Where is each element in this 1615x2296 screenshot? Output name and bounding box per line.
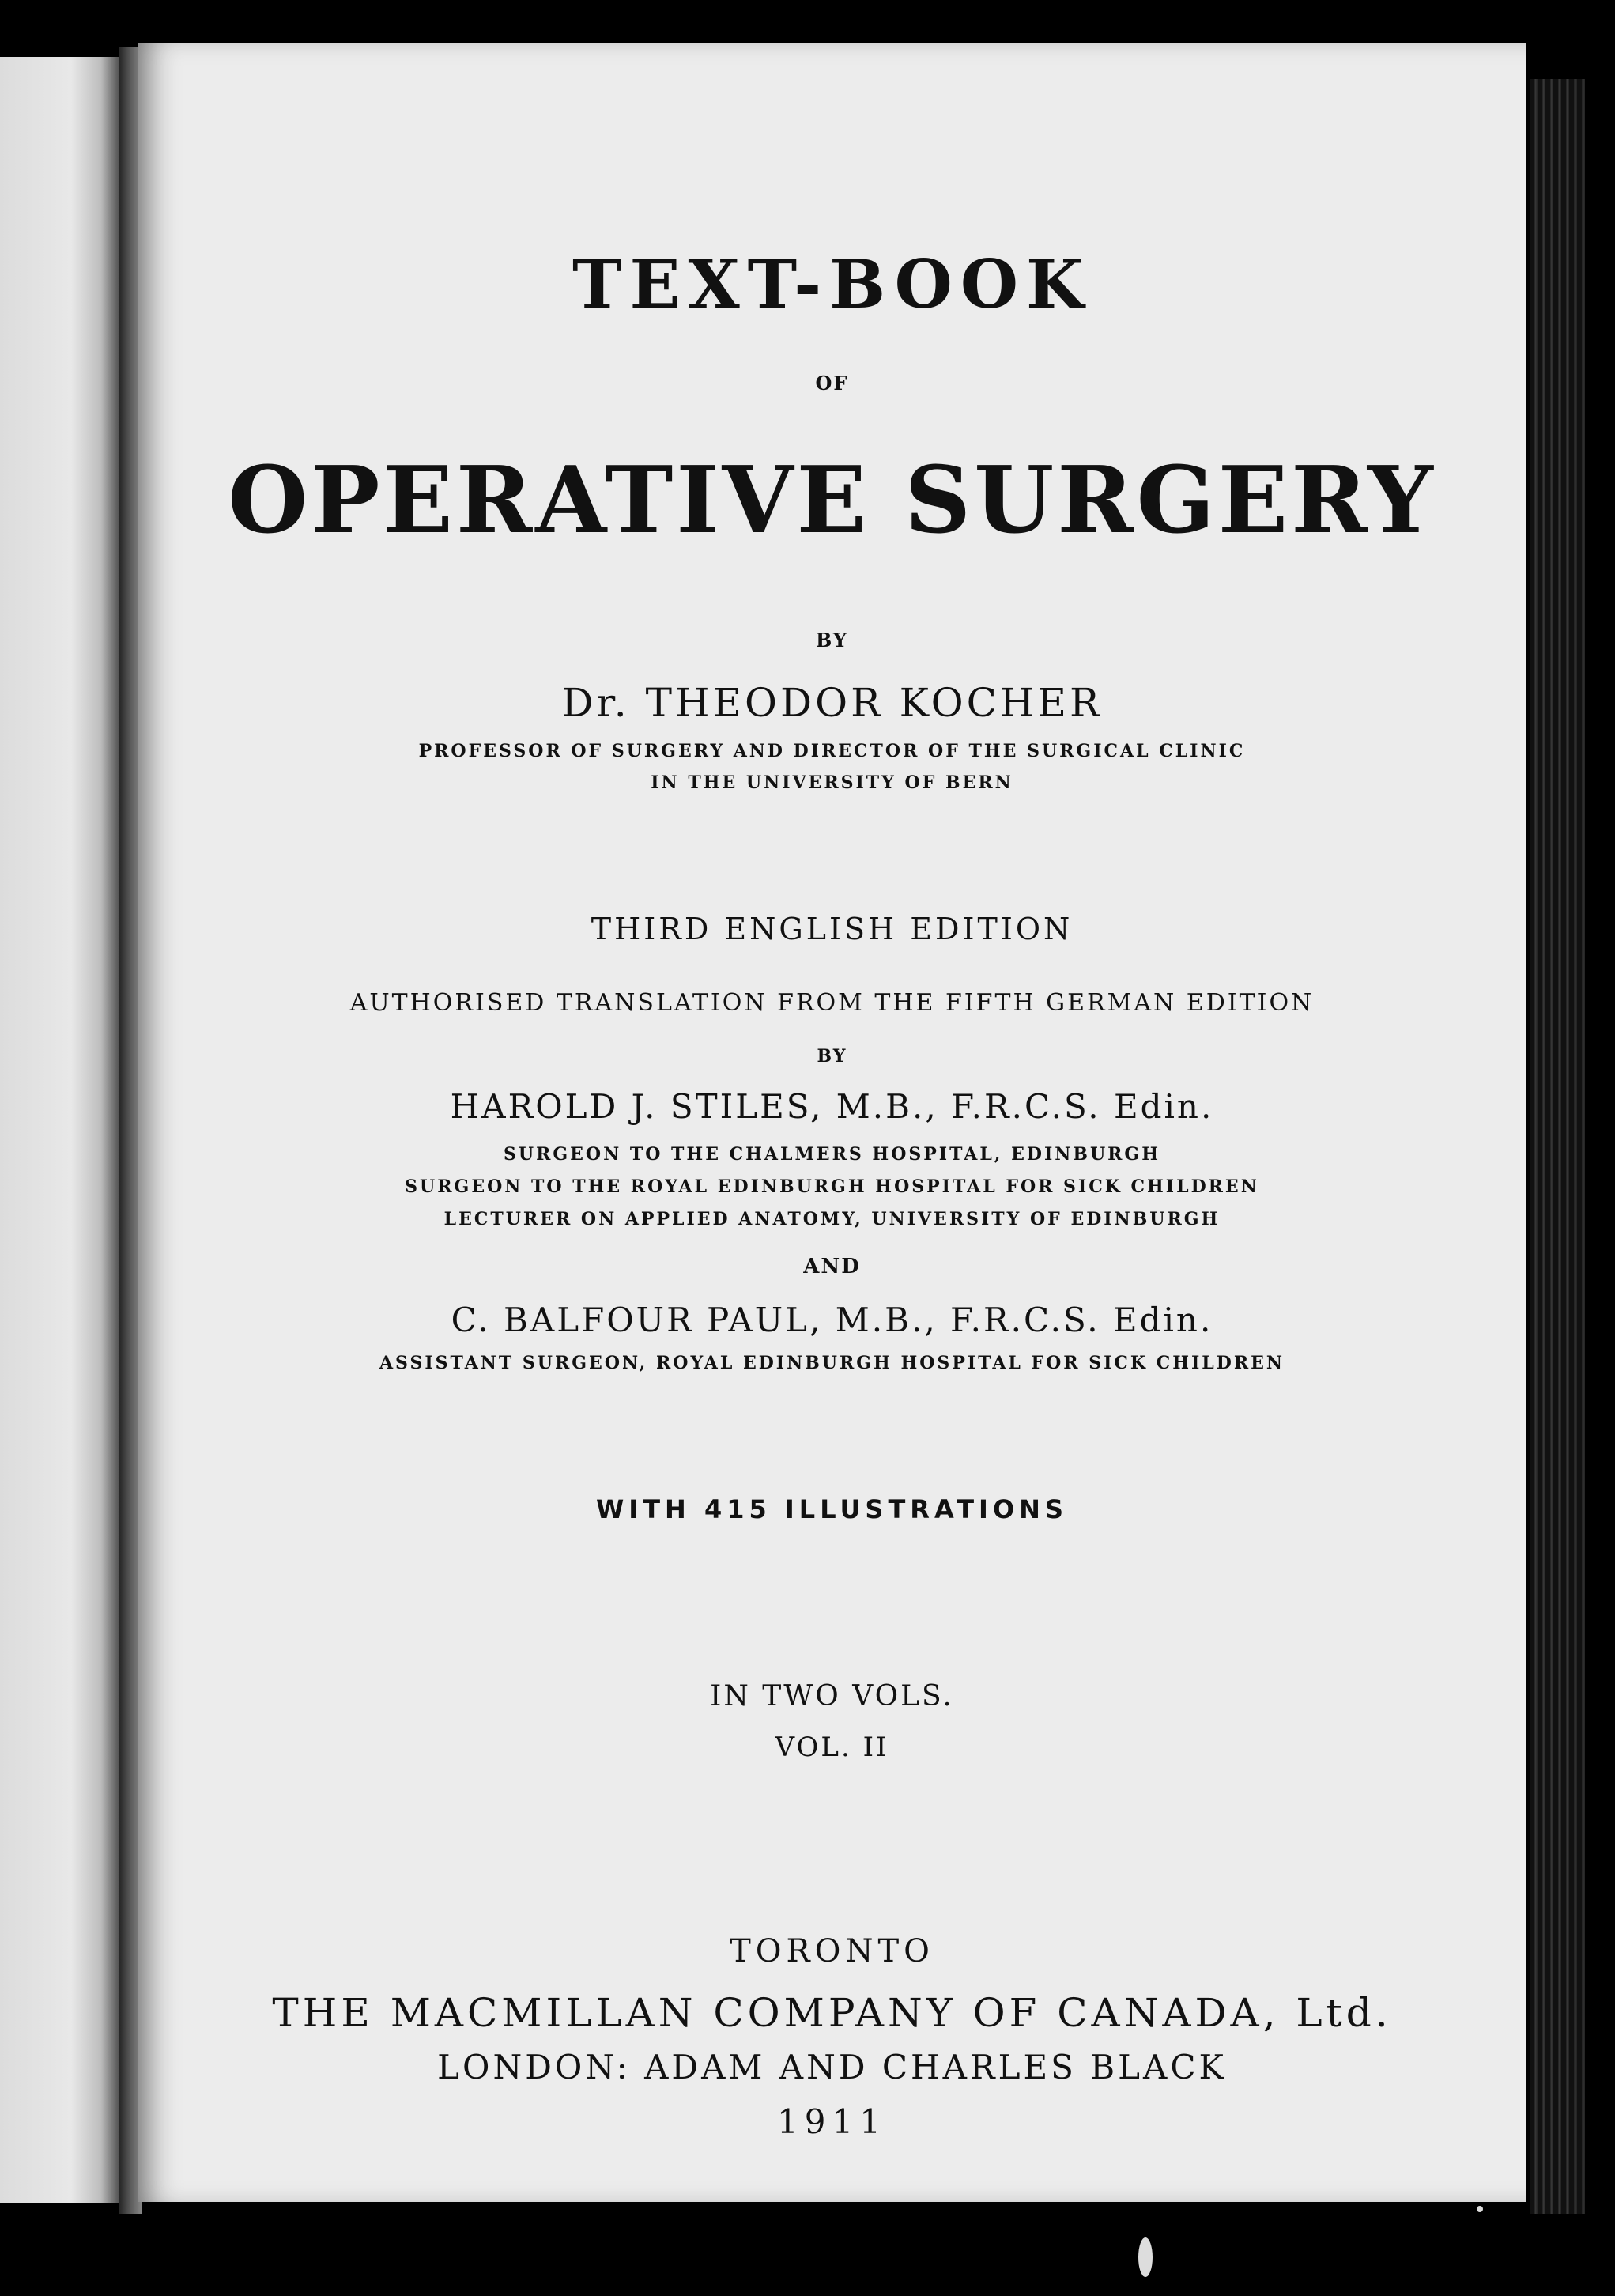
edition-statement: THIRD ENGLISH EDITION [591,912,1074,946]
translation-note: AUTHORISED TRANSLATION FROM THE FIFTH GERMAN EDITION [349,989,1315,1017]
scan-speck [1138,2237,1153,2277]
volumes-note: IN TWO VOLS. [710,1680,954,1713]
translator-1-position-1: SURGEON TO THE CHALMERS HOSPITAL, EDINBURGH [504,1144,1160,1165]
by-label-author: BY [816,629,848,651]
london-publisher: LONDON: ADAM AND CHARLES BLACK [437,2048,1227,2086]
translator-1-position-3: LECTURER ON APPLIED ANATOMY, UNIVERSITY OF EDINBURGH [443,1209,1221,1229]
and-label: AND [803,1255,861,1278]
author-position-1: PROFESSOR OF SURGERY AND DIRECTOR OF THE SURGICAL CLINIC [418,741,1246,761]
facing-page-edge [0,57,119,2203]
volume-number: VOL. II [775,1731,889,1763]
title-line-1: TEXT-BOOK [572,245,1092,323]
by-label-translators: BY [817,1046,847,1067]
scan-speck [1477,2206,1483,2212]
translator-1-name: HAROLD J. STILES, M.B., F.R.C.S. Edin. [450,1087,1214,1126]
title-line-2: OPERATIVE SURGERY [228,447,1436,554]
page-block-edges [1530,79,1585,2214]
illustrations-note: WITH 415 ILLUSTRATIONS [596,1494,1068,1524]
publication-year: 1911 [777,2102,887,2141]
author-position-2: IN THE UNIVERSITY OF BERN [651,772,1013,793]
author-name: Dr. THEODOR KOCHER [561,680,1103,726]
title-of: OF [815,372,849,395]
translator-1-position-2: SURGEON TO THE ROYAL EDINBURGH HOSPITAL FOR SICK CHILDREN [405,1176,1259,1197]
translator-2-name: C. BALFOUR PAUL, M.B., F.R.C.S. Edin. [451,1301,1213,1339]
publisher-name: THE MACMILLAN COMPANY OF CANADA, Ltd. [272,1990,1392,2036]
publication-city: TORONTO [730,1933,934,1969]
title-page [138,43,1526,2202]
translator-2-position-1: ASSISTANT SURGEON, ROYAL EDINBURGH HOSPITAL FOR SICK CHILDREN [379,1353,1285,1373]
